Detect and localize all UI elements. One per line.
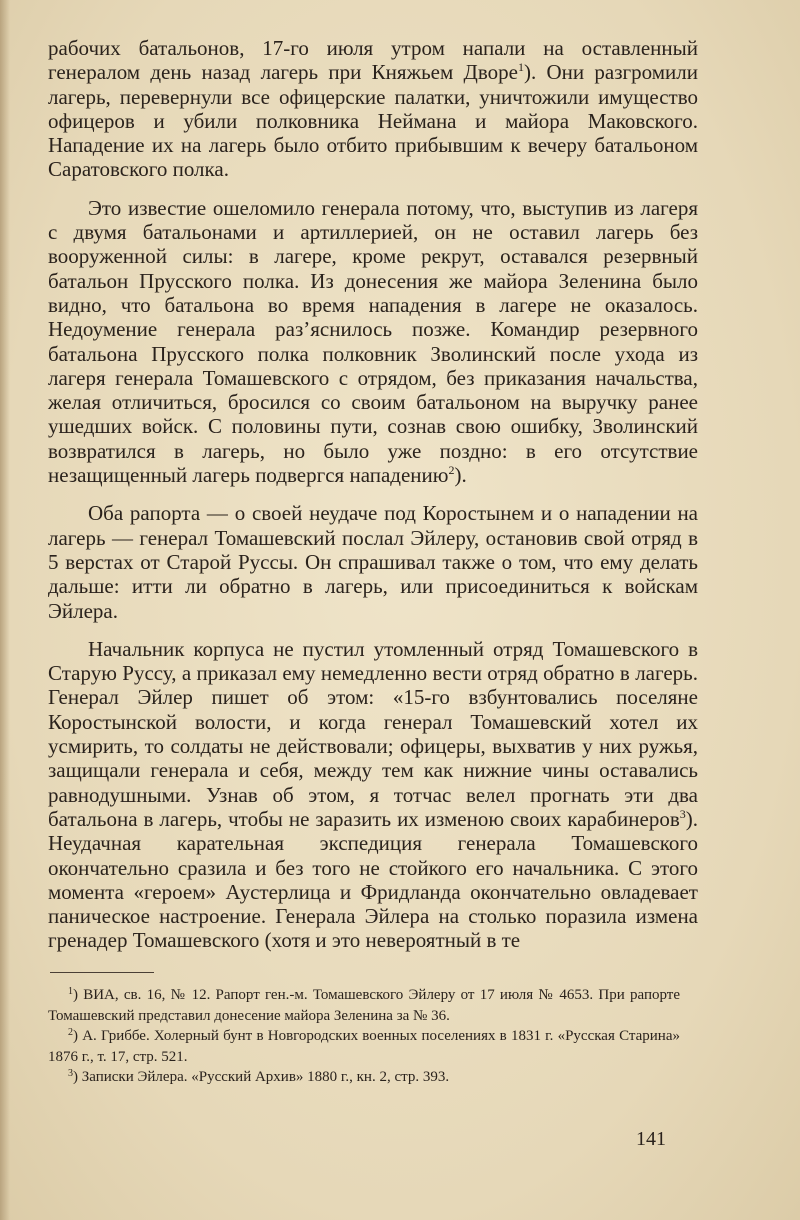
footnote-ref: 2 <box>448 463 455 478</box>
paragraph-text: ). Они разгромили лагерь, перевернули все офицерские палатки, уничтожили имущество офицеров и убили полковника Неймана и майора Маковского. Нападение их на лагерь было отбито прибывшим к вечеру батальоном Саратовского полка. <box>48 60 698 182</box>
footnote-number: 3 <box>68 1068 73 1079</box>
footnote-text: ) ВИА, св. 16, № 12. Рапорт ген.-м. Томашевского Эйлеру от 17 июля № 4653. При рапорте Томашевский представил донесение майора Зеленина за № 36. <box>48 987 680 1024</box>
paragraph-2 <box>48 196 698 488</box>
footnote-number: 2 <box>68 1027 73 1038</box>
paragraph-text: Это известие ошеломило генерала потому, что, выступив из лагеря с двумя батальонами и артиллерией, он не оставил лагерь без вооруженной силы: в лагере, кроме рекрут, оставался резервный батальон Прусского полка. Из донесения же майора Зеленина было видно, что батальона во время нападения в лагере не оказалось. Недоумение генерала раз’яснилось позже. Командир резервного батальона Прусского полка полковник Зволинский после ухода из лагеря генерала Томашевского с отрядом, без приказания начальства, желая отличиться, бросился со своим батальоном на выручку ранее ушедших войск. С половины пути, сознав свою ошибку, Зволинский возвратился в лагерь, но было уже поздно: в его отсутствие незащищенный лагерь подвергся нападению <box>48 195 698 488</box>
footnote-ref: 1 <box>517 60 524 75</box>
footnote-text: ) Записки Эйлера. «Русский Архив» 1880 г., кн. 2, стр. 393. <box>73 1069 450 1085</box>
footnote-text: ) А. Гриббе. Холерный бунт в Новгородских военных поселениях в 1831 г. «Русская Старина» 1876 г., т. 17, стр. 521. <box>48 1028 680 1065</box>
paragraph-text: рабочих батальонов, 17-го июля утром напали на оставленный генералом день назад лагерь при Княжьем Дворе <box>48 36 698 85</box>
main-text <box>48 36 698 953</box>
paragraph-4 <box>48 637 698 953</box>
paragraph-3 <box>48 501 698 622</box>
footnote-1 <box>48 985 680 1026</box>
paragraph-text: Оба рапорта — о своей неудаче под Коростынем и о нападении на лагерь — генерал Томашевский послал Эйлеру, остановив свой отряд в 5 верстах от Старой Руссы. Он спрашивал также о том, что ему делать дальше: итти ли обратно в лагерь, или присоединиться к войскам Эйлера. <box>48 501 698 623</box>
footnote-ref: 3 <box>679 806 686 821</box>
paragraph-text: Начальник корпуса не пустил утомленный отряд Томашевского в Старую Руссу, а приказал ему немедленно вести отряд обратно в лагерь. Генерал Эйлер пишет об этом: «15-го взбунтовались поселяне Коростынской волости, и когда генерал Томашевский хотел их усмирить, то солдаты не действовали; офицеры, выхватив у них ружья, защищали генерала и себя, между тем как нижние чины оставались равнодушными. Узнав об этом, я тотчас велел прогнать эти два батальона в лагерь, чтобы не заразить их изменою своих карабинеров <box>48 636 698 831</box>
paragraph-text: ). Неудачная карательная экспедиция генерала Томашевского окончательно сразила и без того не стойкого его начальника. С этого момента «героем» Аустерлица и Фридланда окончательно овладевает паническое настроение. Генерала Эйлера на столько поразила измена гренадер Томашевского (хотя и это невероятный в те <box>48 806 698 953</box>
footnote-3 <box>48 1067 680 1088</box>
paragraph-text: ). <box>454 463 467 488</box>
footnote-divider <box>50 972 154 973</box>
footnote-2 <box>48 1026 680 1067</box>
page-spine-shadow <box>0 0 10 1220</box>
paragraph-1 <box>48 36 698 182</box>
footnotes <box>48 985 680 1088</box>
page-number: 141 <box>636 1128 666 1150</box>
footnote-number: 1 <box>68 986 73 997</box>
